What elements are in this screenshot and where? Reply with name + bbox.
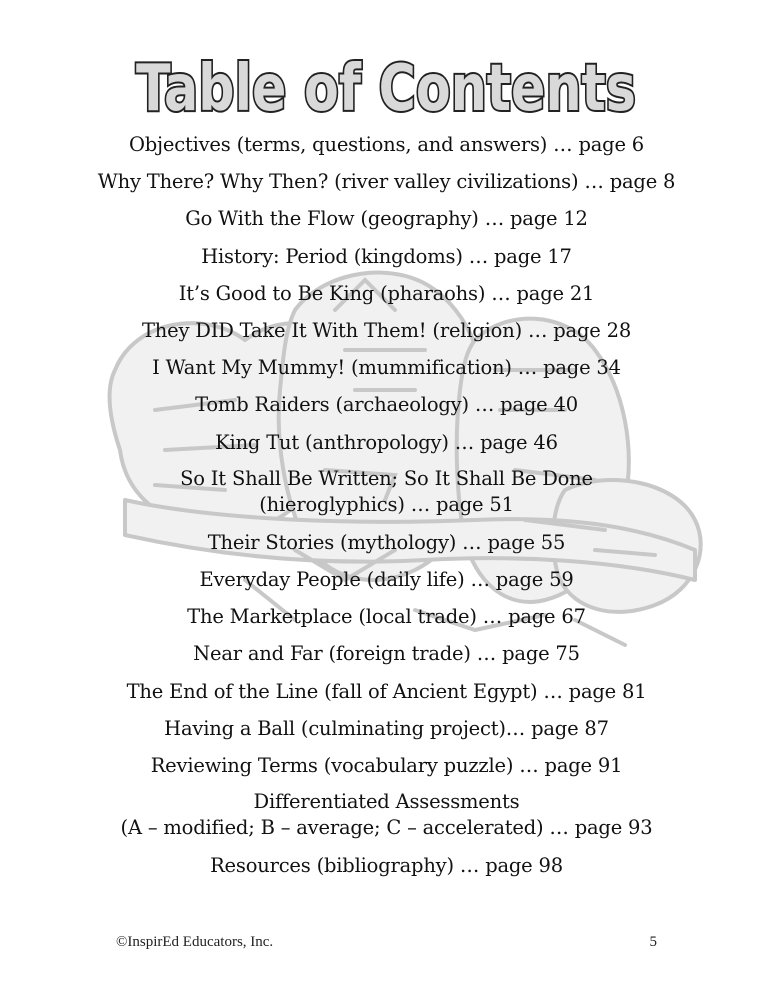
footer-copyright: ©InspirEd Educators, Inc.	[116, 934, 274, 950]
toc-entry: I Want My Mummy! (mummification) … page 34	[152, 356, 621, 380]
toc-entry-line: (hieroglyphics) … page 51	[259, 492, 514, 516]
toc-entry-line: Differentiated Assessments	[253, 790, 520, 814]
toc-entry: Reviewing Terms (vocabulary puzzle) … page 91	[150, 754, 623, 778]
toc-list	[0, 126, 773, 884]
footer-page-number: 5	[649, 934, 657, 950]
toc-entry: Their Stories (mythology) … page 55	[207, 530, 566, 554]
toc-entry-resources: Resources (bibliography) … page 98	[210, 854, 563, 878]
toc-entry-assessments	[0, 784, 773, 847]
page-title	[0, 40, 773, 130]
toc-entry: Having a Ball (culminating project)… page 87	[164, 716, 609, 740]
toc-entry: Tomb Raiders (archaeology) … page 40	[195, 393, 578, 417]
toc-entry: King Tut (anthropology) … page 46	[215, 430, 558, 454]
toc-entry: The Marketplace (local trade) … page 67	[187, 605, 586, 629]
toc-entry: They DID Take It With Them! (religion) … page 28	[141, 319, 632, 343]
toc-entry: Why There? Why Then? (river valley civilizations) … page 8	[97, 170, 676, 194]
toc-entry: History: Period (kingdoms) … page 17	[201, 244, 572, 268]
toc-entry: The End of the Line (fall of Ancient Egypt) … page 81	[126, 679, 647, 703]
toc-entry: It’s Good to Be King (pharaohs) … page 21	[178, 281, 595, 305]
toc-entry-line: So It Shall Be Written; So It Shall Be Done	[180, 466, 593, 490]
toc-entry: Everyday People (daily life) … page 59	[199, 568, 574, 592]
toc-entry: Near and Far (foreign trade) … page 75	[193, 642, 580, 666]
title-text: Table of Contents	[136, 52, 636, 126]
toc-entry-hieroglyphics	[0, 461, 773, 524]
toc-entry: Go With the Flow (geography) … page 12	[185, 207, 588, 231]
toc-entry-line: (A – modified; B – average; C – accelerated) … page 93	[120, 816, 653, 840]
toc-entry: Objectives (terms, questions, and answers) … page 6	[128, 133, 645, 156]
title-graphic	[0, 40, 773, 130]
